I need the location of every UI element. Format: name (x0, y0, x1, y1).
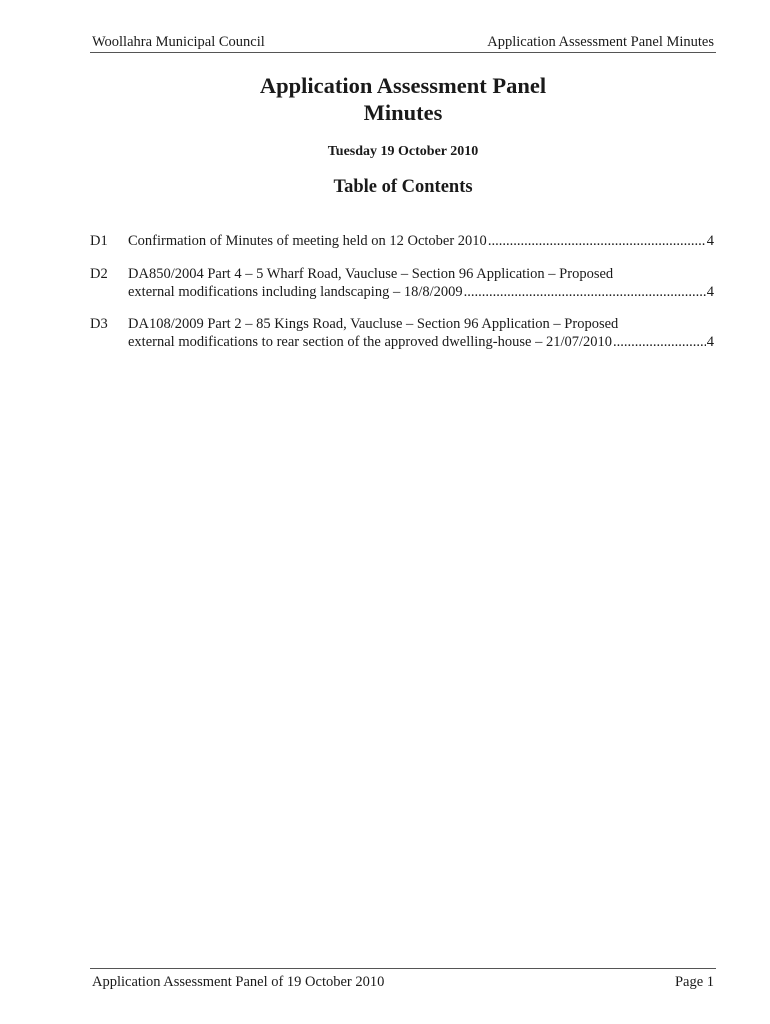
toc-entry-number: D1 (90, 233, 108, 249)
header-council-name: Woollahra Municipal Council (92, 34, 265, 50)
toc-entry-number: D2 (90, 266, 108, 282)
document-title-line-1: Application Assessment Panel (259, 73, 547, 98)
toc-entry-line-text: external modifications including landscaping – 18/8/2009 (128, 283, 463, 300)
header-document-title: Application Assessment Panel Minutes (487, 34, 714, 50)
meeting-date: Tuesday 19 October 2010 (327, 144, 479, 159)
document-title (90, 72, 716, 126)
toc-entry-number: D3 (90, 316, 108, 332)
toc-heading: Table of Contents (333, 177, 473, 197)
toc-entry-text (128, 316, 714, 351)
toc-entry-line-text: external modifications to rear section of the approved dwelling-house – 21/07/2010 (128, 333, 613, 350)
toc-entry-page: 4 (706, 233, 714, 249)
toc-entry-text (128, 233, 714, 251)
footer-page-number: Page 1 (674, 974, 714, 990)
toc-entry-line-text: Confirmation of Minutes of meeting held on 12 October 2010 (128, 233, 487, 249)
toc-entry-page: 4 (706, 283, 714, 300)
dot-leader (464, 284, 706, 302)
page-footer (90, 968, 716, 991)
toc-entry-text (128, 266, 714, 301)
toc-entry-line: DA108/2009 Part 2 – 85 Kings Road, Vaucluse – Section 96 Application – Proposed (128, 316, 619, 332)
toc-entry-line (128, 334, 714, 352)
footer-meeting-reference: Application Assessment Panel of 19 October 2010 (92, 974, 385, 990)
toc-entry-line (128, 284, 714, 302)
dot-leader (488, 233, 706, 251)
document-title-line-2: Minutes (363, 100, 443, 125)
page-header (90, 34, 716, 53)
toc-entry-line: DA850/2004 Part 4 – 5 Wharf Road, Vaucluse – Section 96 Application – Proposed (128, 266, 614, 282)
dot-leader (613, 334, 706, 352)
toc-entry-line (128, 233, 714, 251)
toc-entry-page: 4 (706, 333, 714, 350)
